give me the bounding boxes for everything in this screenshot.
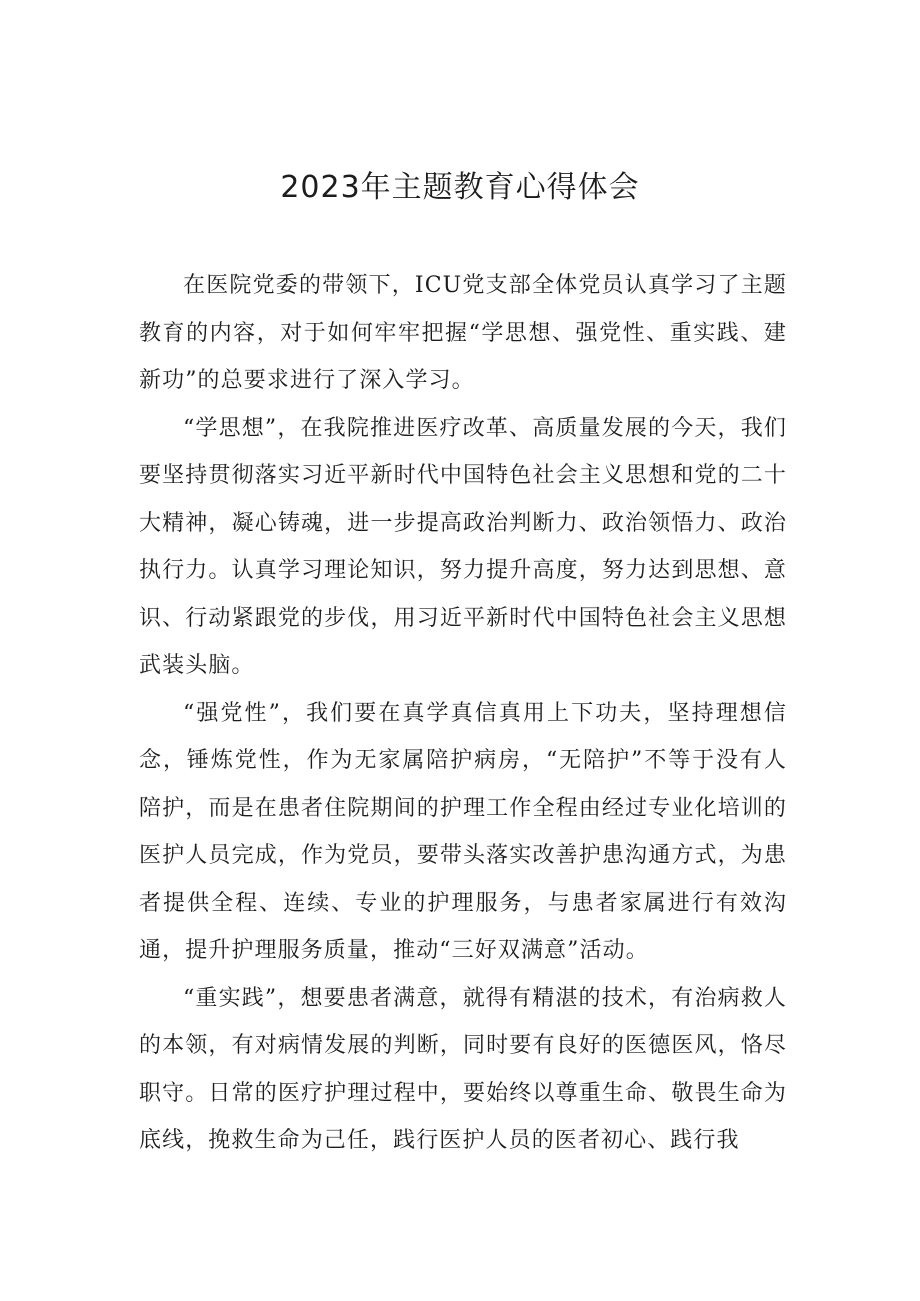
paragraph-strengthen-party-spirit: “强党性”，我们要在真学真信真用上下功夫，坚持理想信念，锤炼党性，作为无家属陪护病房，“无陪护”不等于没有人陪护，而是在患者住院期间的护理工作全程由经过专业化培训的医护人员完成，作为党员，要带头落实改善护患沟通方式，为患者提供全程、连续、专业的护理服务，与患者家属进行有效沟通，提升护理服务质量，推动“三好双满意”活动。 — [139, 700, 787, 963]
paragraph-intro: 在医院党委的带领下，ICU党支部全体党员认真学习了主题教育的内容，对于如何牢牢把握“学思想、强党性、重实践、建新功”的总要求进行了深入学习。 — [139, 273, 787, 393]
document-body — [139, 262, 787, 1165]
document-title: 2023年主题教育心得体会 — [280, 170, 640, 205]
paragraph-study-thought: “学思想”，在我院推进医疗改革、高质量发展的今天，我们要坚持贯彻落实习近平新时代中国特色社会主义思想和党的二十大精神，凝心铸魂，进一步提高政治判断力、政治领悟力、政治执行力。认真学习理论知识，努力提升高度，努力达到思想、意识、行动紧跟党的步伐，用习近平新时代中国特色社会主义思想武装头脑。 — [139, 415, 787, 678]
paragraph-emphasize-practice: “重实践”，想要患者满意，就得有精湛的技术，有治病救人的本领，有对病情发展的判断，同时要有良好的医德医风，恪尽职守。日常的医疗护理过程中，要始终以尊重生命、敬畏生命为底线，挽救生命为己任，践行医护人员的医者初心、践行我 — [139, 985, 787, 1153]
